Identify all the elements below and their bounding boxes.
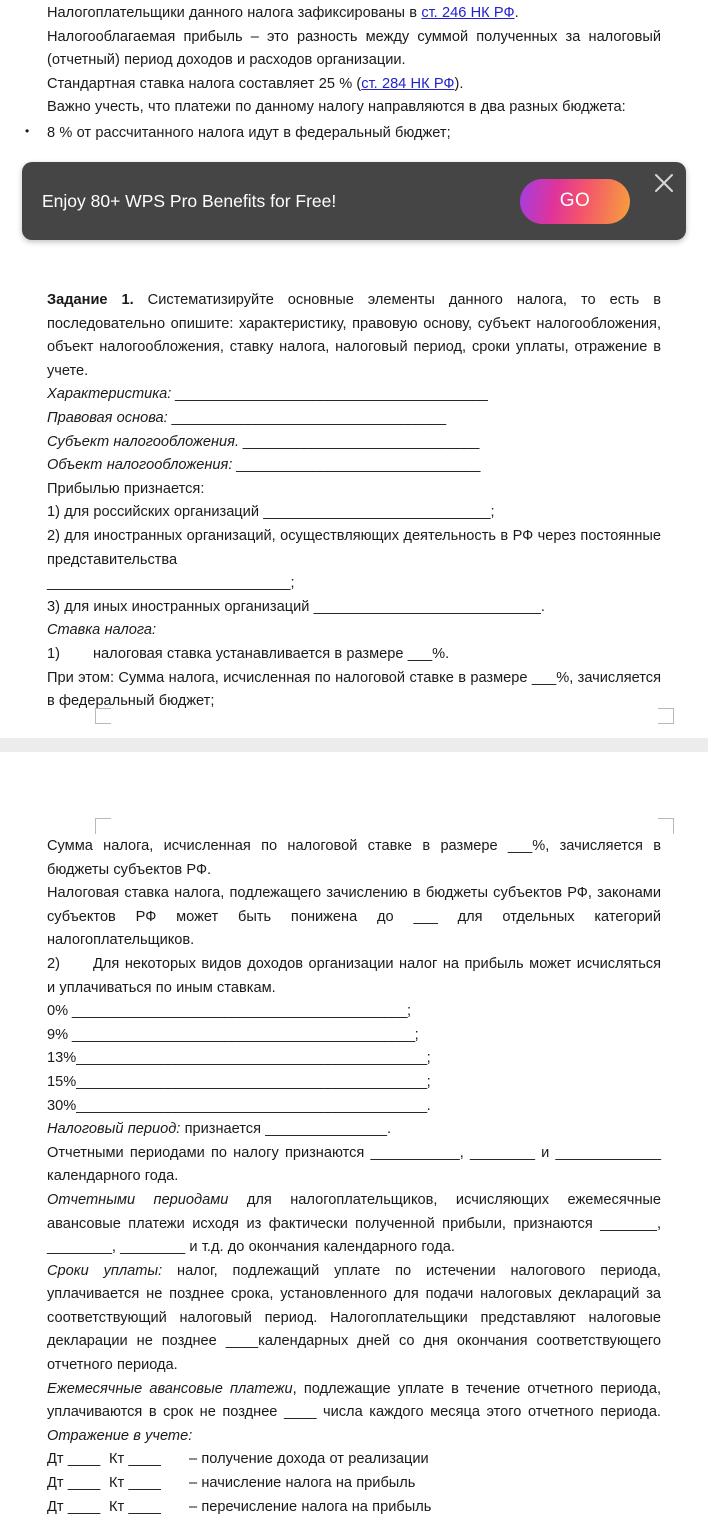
rate-row-blank: _____________________________________________; bbox=[68, 1026, 419, 1043]
entry-credit: Кт ____ bbox=[109, 1451, 161, 1468]
entry-description: – начисление налога на прибыль bbox=[189, 1475, 416, 1492]
rate-row bbox=[47, 1024, 661, 1048]
rate-row-blank: ____________________________________________; bbox=[68, 1003, 411, 1020]
rate-row-blank: ______________________________________________; bbox=[76, 1050, 431, 1067]
rate-row bbox=[47, 1071, 661, 1095]
para-taxpayers-pre: Налогоплательщики данного налога зафиксированы в bbox=[47, 5, 422, 21]
accounting-entry-row bbox=[47, 1448, 661, 1472]
field-tax-subject-label: Субъект налогообложения. bbox=[47, 433, 240, 450]
tax-period-line bbox=[47, 1118, 661, 1142]
page-1-body bbox=[47, 2, 661, 146]
rate-row bbox=[47, 1095, 661, 1119]
task-1-paragraph bbox=[47, 289, 661, 383]
rate-row-label: 13% bbox=[47, 1050, 77, 1067]
para-taxable-profit: Налогооблагаемая прибыль – это разность между суммой полученных за налоговый (отчетный) период доходов и расходов организации. bbox=[47, 28, 661, 69]
entry-description: – получение дохода от реализации bbox=[189, 1451, 429, 1468]
field-tax-subject-blank: _______________________________ bbox=[239, 433, 479, 450]
document-page-2 bbox=[0, 752, 708, 1536]
rate-row-label: 0% bbox=[47, 1003, 69, 1020]
rate-row-blank: ______________________________________________; bbox=[76, 1073, 431, 1090]
entry-debit: Дт ____ bbox=[47, 1451, 101, 1468]
para-taxpayers-post: . bbox=[514, 5, 519, 21]
rate-heading: Ставка налога: bbox=[47, 622, 157, 639]
rate-item-1-text: налоговая ставка устанавливается в размере ___%. bbox=[93, 645, 450, 662]
field-legal-basis-blank: ____________________________________ bbox=[167, 409, 446, 426]
bullet-federal-budget: • 8 % от рассчитанного налога идут в федеральный бюджет; bbox=[47, 120, 661, 146]
document-page-1 bbox=[0, 0, 708, 738]
profit-item-3: 3) для иных иностранных организаций ____________________________. bbox=[47, 598, 545, 615]
link-article-246[interactable]: ст. 246 НК РФ bbox=[421, 5, 515, 21]
entry-debit: Дт ____ bbox=[47, 1498, 101, 1515]
rate-row bbox=[47, 1047, 661, 1071]
entry-credit: Кт ____ bbox=[109, 1498, 161, 1515]
field-tax-object-blank: ________________________________ bbox=[232, 457, 480, 474]
other-rates-text: Для некоторых видов доходов организации налог на прибыль может исчисляться и уплачиваться по иным ставкам. bbox=[47, 955, 661, 996]
para-taxpayers bbox=[47, 2, 661, 26]
promo-close-button[interactable] bbox=[642, 162, 686, 240]
field-characteristic-label: Характеристика: bbox=[47, 386, 172, 403]
task-1-label: Задание 1. bbox=[47, 292, 134, 308]
page-1-task-body bbox=[47, 289, 661, 714]
para-two-budgets: Важно учесть, что платежи по данному налогу направляются в два разных бюджета: bbox=[47, 99, 626, 116]
advance-payments-text: , подлежащие уплате в течение отчетного периода, уплачиваются в срок не позднее ____ числа каждого месяца этого отчетного периода. bbox=[47, 1380, 661, 1421]
para-rate-post: ). bbox=[454, 75, 464, 92]
rate-row-label: 30% bbox=[47, 1097, 77, 1114]
entry-description: – перечисление налога на прибыль bbox=[189, 1498, 432, 1515]
profit-item-2: 2) для иностранных организаций, осуществляющих деятельность в РФ через постоянные представительства bbox=[47, 527, 661, 568]
close-icon bbox=[653, 172, 675, 194]
payment-terms bbox=[47, 1260, 661, 1378]
page-break-divider bbox=[0, 738, 708, 752]
entry-debit: Дт ____ bbox=[47, 1475, 101, 1492]
field-legal-basis-label: Правовая основа: bbox=[47, 409, 168, 426]
page-2-margin-corner-top-right bbox=[658, 818, 674, 834]
page-2-body bbox=[47, 835, 661, 1519]
promo-go-button[interactable]: GO bbox=[520, 179, 630, 224]
tax-period-label: Налоговый период: bbox=[47, 1121, 181, 1138]
rate-item-1 bbox=[47, 643, 661, 667]
profit-intro: Прибылью признается: bbox=[47, 480, 205, 497]
field-characteristic-blank: _________________________________________ bbox=[171, 386, 488, 403]
para-regional-budget: Сумма налога, исчисленная по налоговой ставке в размере ___%, зачисляется в бюджеты субъектов РФ. bbox=[47, 838, 661, 878]
para-standard-rate bbox=[47, 73, 661, 97]
tax-period-text: признается _______________. bbox=[180, 1121, 392, 1138]
reporting-monthly bbox=[47, 1189, 661, 1260]
rate-note: При этом: Сумма налога, исчисленная по налоговой ставке в размере ___%, зачисляется в федеральный бюджет; bbox=[47, 669, 661, 710]
para-rate-pre: Стандартная ставка налога составляет 25 % ( bbox=[47, 75, 362, 92]
page-2-margin-corner-top-left bbox=[95, 818, 111, 834]
advance-payments-label: Ежемесячные авансовые платежи bbox=[47, 1380, 293, 1397]
link-article-284[interactable]: ст. 284 НК РФ bbox=[361, 75, 455, 92]
field-tax-object-label: Объект налогообложения: bbox=[47, 457, 233, 474]
rate-row-label: 15% bbox=[47, 1073, 77, 1090]
rate-row-label: 9% bbox=[47, 1026, 69, 1043]
reporting-monthly-label: Отчетными периодами bbox=[47, 1191, 229, 1208]
accounting-entry-row bbox=[47, 1496, 661, 1520]
rate-item-1-number: 1) bbox=[47, 645, 60, 662]
profit-item-2-blank: ______________________________; bbox=[47, 575, 295, 592]
rate-row bbox=[47, 1000, 661, 1024]
entry-credit: Кт ____ bbox=[109, 1475, 161, 1492]
rate-row-blank: ______________________________________________. bbox=[76, 1097, 431, 1114]
accounting-entry-row bbox=[47, 1472, 661, 1496]
para-rate-reduction: Налоговая ставка налога, подлежащего зачислению в бюджеты субъектов РФ, законами субъектов РФ может быть понижена до ___ для отдельных категорий налогоплательщиков. bbox=[47, 885, 661, 949]
accounting-label: Отражение в учете: bbox=[47, 1427, 193, 1444]
field-characteristic bbox=[47, 383, 661, 407]
payment-terms-text: налог, подлежащий уплате по истечении налогового периода, уплачивается не позднее срока, установленного для подачи налоговых деклараций за соответствующий налоговый период. Налогоплательщики представляют налоговые декларации не позднее ____календарных дней со дня окончания соответствующего отчетного периода. bbox=[47, 1262, 661, 1374]
other-rates-number: 2) bbox=[47, 955, 60, 972]
field-legal-basis bbox=[47, 407, 661, 431]
field-tax-object bbox=[47, 454, 661, 478]
promo-banner-text: Enjoy 80+ WPS Pro Benefits for Free! bbox=[42, 190, 337, 211]
field-tax-subject bbox=[47, 431, 661, 455]
reporting-monthly-text: для налогоплательщиков, исчисляющих ежемесячные авансовые платежи исходя из фактически полученной прибыли, признаются _______, ________, ________ и т.д. до окончания календарного года. bbox=[47, 1191, 661, 1256]
profit-item-1: 1) для российских организаций ____________________________; bbox=[47, 504, 495, 521]
task-1-text: Систематизируйте основные элементы данного налога, то есть в последовательно опишите: характеристику, правовую основу, субъект налогообложения, объект налогообложения, ставку налога, налоговый период, сроки уплаты, отражение в учете. bbox=[47, 292, 661, 379]
payment-terms-label: Сроки уплаты: bbox=[47, 1262, 163, 1279]
other-rates-paragraph bbox=[47, 953, 661, 1000]
reporting-periods: Отчетными периодами по налогу признаются ___________, ________ и _____________ календарного года. bbox=[47, 1144, 661, 1185]
advance-payments bbox=[47, 1378, 661, 1449]
wps-promo-banner[interactable] bbox=[22, 162, 686, 240]
